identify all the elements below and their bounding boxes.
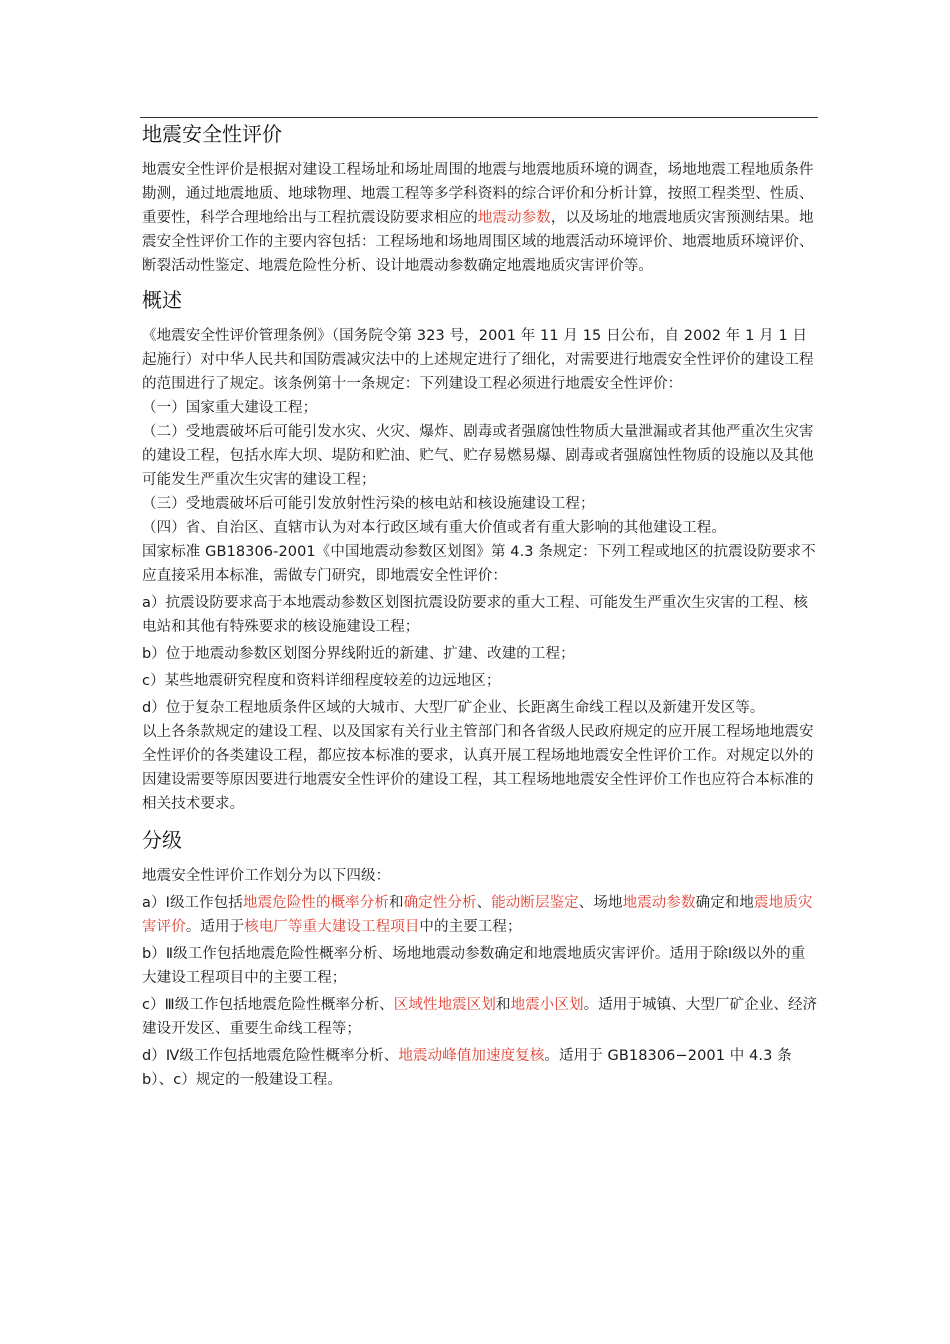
header-rule (140, 117, 818, 118)
grading-a-text-2: 和 (388, 895, 404, 911)
grading-a-text-5: 确定和地 (695, 895, 755, 911)
section-title-grading: 分级 (142, 828, 182, 852)
link-deterministic-analysis[interactable]: 确定性分析 (403, 895, 477, 911)
intro-paragraph (142, 158, 818, 278)
link-peak-acceleration-review[interactable]: 地震动峰值加速度复核 (398, 1048, 545, 1064)
overview-item-4: （四）省、自治区、直辖市认为对本行政区域有重大价值或者有重大影响的其他建设工程。 (142, 520, 726, 536)
link-ground-motion-parameters[interactable]: 地震动参数 (477, 210, 551, 226)
overview-item-1: （一）国家重大建设工程； (142, 400, 318, 416)
grading-d-text-2: 。适用于 GB18306−2001 中 4.3 条 b）、c）规定的一般建设工程。 (142, 1048, 792, 1088)
intro-text-1: 地震安全性评价是根据对建设工程场址和场址周围的地震与地震地质环境的调查，场地地震工程地质条件勘测，通过地震地质、地球物理、地震工程等多学科资料的综合评价和分析计算，按照工程类型、性质、重要性，科学合理地给出与工程抗震设防要求相应的 (142, 162, 814, 226)
link-seismic-microzonation[interactable]: 地震小区划 (510, 997, 584, 1013)
grading-a-text-3: 、 (476, 895, 492, 911)
grading-c-text-1: c）Ⅲ级工作包括地震危险性概率分析、 (142, 997, 394, 1013)
section-title-overview: 概述 (142, 288, 182, 312)
link-ground-motion-parameters-2[interactable]: 地震动参数 (622, 895, 696, 911)
grading-a-text-4: 、场地 (578, 895, 623, 911)
grading-c-text-3: 。适用于城镇、大型厂矿企业、经济建设开发区、重要生命线工程等； (142, 997, 818, 1037)
overview-list-c: c）某些地震研究程度和资料详细程度较差的边远地区； (142, 673, 501, 689)
overview-list-b: b）位于地震动参数区划图分界线附近的新建、扩建、改建的工程； (142, 646, 575, 662)
grading-level-2: b）Ⅱ级工作包括地震危险性概率分析、场地地震动参数确定和地震地质灾害评价。适用于除Ⅰ级以外的重大建设工程项目中的主要工程； (142, 946, 806, 986)
grading-intro: 地震安全性评价工作划分为以下四级： (142, 868, 391, 884)
overview-paragraph-1: 《地震安全性评价管理条例》（国务院令第 323 号，2001 年 11 月 15 日公布，自 2002 年 1 月 1 日起施行）对中华人民共和国防震减灾法中的上述规定进行了细化，对需要进行地震安全性评价的建设工程的范围进行了规定。该条例第十一条规定：下列建设工程必须进行地震安全性评价： (142, 328, 814, 392)
grading-level-1 (142, 891, 818, 939)
grading-a-text-6: 。适用于 (185, 919, 245, 935)
grading-d-text-1: d）Ⅳ级工作包括地震危险性概率分析、 (142, 1048, 399, 1064)
overview-paragraph-2: 国家标准 GB18306-2001《中国地震动参数区划图》第 4.3 条规定：下列工程或地区的抗震设防要求不应直接采用本标准，需做专门研究，即地震安全性评价： (142, 544, 816, 584)
link-geological-hazard-evaluation[interactable]: 震地质灾害评价 (142, 895, 813, 935)
grading-c-text-2: 和 (495, 997, 511, 1013)
link-regional-seismic-zoning[interactable]: 区域性地震区划 (393, 997, 496, 1013)
grading-level-3 (142, 993, 818, 1041)
overview-list-a: a）抗震设防要求高于本地震动参数区划图抗震设防要求的重大工程、可能发生严重次生灾害的工程、核电站和其他有特殊要求的核设施建设工程； (142, 595, 808, 635)
grading-a-text-7: 中的主要工程； (419, 919, 522, 935)
grading-a-text-1: a）Ⅰ级工作包括 (142, 895, 243, 911)
link-probabilistic-hazard-analysis[interactable]: 地震危险性的概率分析 (242, 895, 389, 911)
grading-level-4 (142, 1044, 818, 1092)
section-title-seismic-safety-evaluation: 地震安全性评价 (142, 122, 282, 146)
overview-item-2: （二）受地震破坏后可能引发水灾、火灾、爆炸、剧毒或者强腐蚀性物质大量泄漏或者其他严重次生灾害的建设工程，包括水库大坝、堤防和贮油、贮气、贮存易燃易爆、剧毒或者强腐蚀性物质的设施以及其他可能发生严重次生灾害的建设工程； (142, 424, 814, 488)
intro-text-2: ，以及场址的地震地质灾害预测结果。地震安全性评价工作的主要内容包括：工程场地和场地周围区域的地震活动环境评价、地震地质环境评价、断裂活动性鉴定、地震危险性分析、设计地震动参数确定地震地质灾害评价等。 (142, 210, 814, 274)
link-nuclear-power-projects[interactable]: 核电厂等重大建设工程项目 (244, 919, 420, 935)
link-capable-fault-identification[interactable]: 能动断层鉴定 (491, 895, 579, 911)
overview-paragraph-3: 以上各条款规定的建设工程、以及国家有关行业主管部门和各省级人民政府规定的应开展工程场地地震安全性评价的各类建设工程，都应按本标准的要求，认真开展工程场地地震安全性评价工作。对规定以外的因建设需要等原因要进行地震安全性评价的建设工程，其工程场地地震安全性评价工作也应符合本标准的相关技术要求。 (142, 724, 814, 812)
overview-list-d: d）位于复杂工程地质条件区域的大城市、大型厂矿企业、长距离生命线工程以及新建开发区等。 (142, 700, 765, 716)
document-body (142, 120, 818, 1092)
overview-item-3: （三）受地震破坏后可能引发放射性污染的核电站和核设施建设工程； (142, 496, 595, 512)
